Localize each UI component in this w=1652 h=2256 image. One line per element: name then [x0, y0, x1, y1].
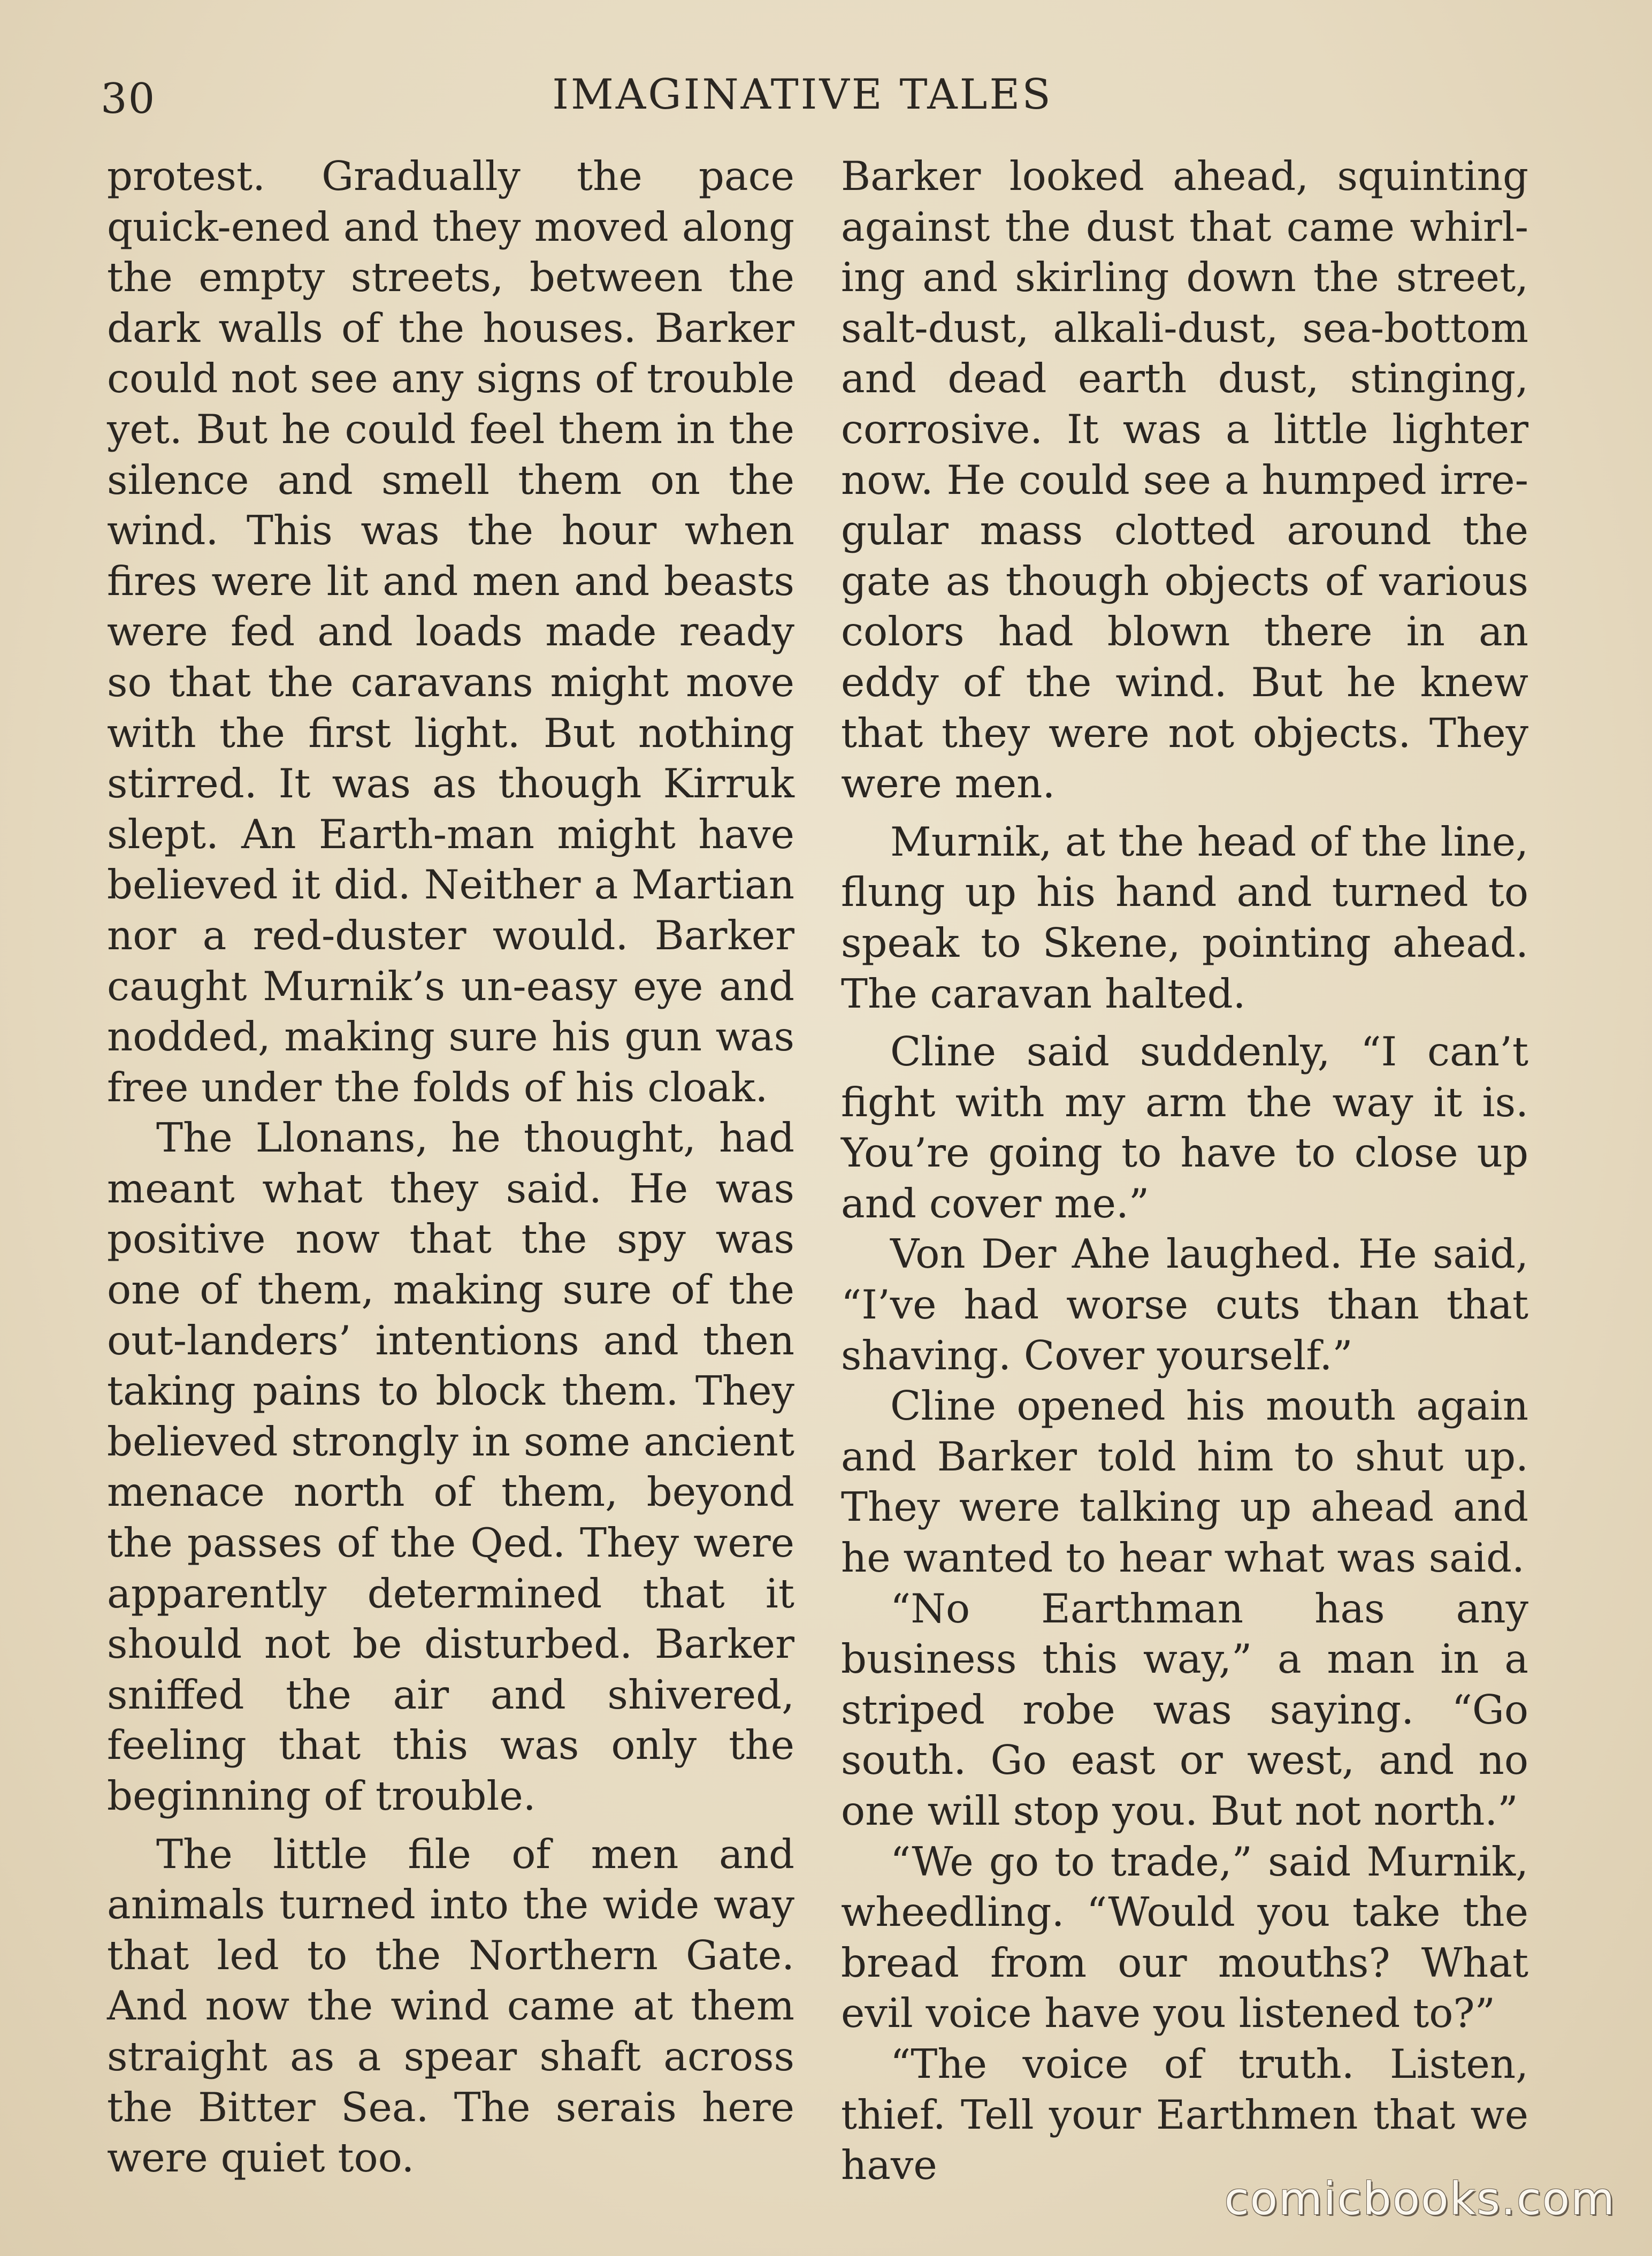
paragraph: “The voice of truth. Listen, thief. Tell your Earthmen that we have: [841, 2040, 1528, 2189]
paragraph: Von Der Ahe laughed. He said, “I’ve had worse cuts than that shaving. Cover yourself.”: [841, 1230, 1528, 1379]
paragraph: “We go to trade,” said Murnik, wheedling. “Would you take the bread from our mouths? What evil voice have you listened to?”: [841, 1838, 1528, 2037]
right-column: [841, 151, 1528, 2191]
paragraph: Murnik, at the head of the line, flung up his hand and turned to speak to Skene, pointing ahead. The caravan halted.: [841, 818, 1528, 1017]
page-number: 30: [101, 75, 156, 123]
left-column: [107, 151, 794, 2183]
running-title: IMAGINATIVE TALES: [552, 71, 1053, 119]
paragraph: Cline opened his mouth again and Barker told him to shut up. They were talking up ahead and he wanted to hear what was said.: [841, 1382, 1528, 1582]
paragraph: The Llonans, he thought, had meant what they said. He was positive now that the spy was one of them, making sure of the out-landers’ intentions and then taking pains to block them. They believed strongly in some ancient menace north of them, beyond the passes of the Qed. They were apparently determined that it should not be disturbed. Barker sniffed the air and shivered, feeling that this was only the beginning of trouble.: [107, 1114, 794, 1819]
paragraph: protest. Gradually the pace quick-ened and they moved along the empty streets, between the dark walls of the houses. Barker could not see any signs of trouble yet. But he could feel them in the silence and smell them on the wind. This was the hour when fires were lit and men and beasts were fed and loads made ready so that the caravans might move with the first light. But nothing stirred. It was as though Kirruk slept. An Earth-man might have believed it did. Neither a Martian nor a red-duster would. Barker caught Murnik’s un-easy eye and nodded, making sure his gun was free under the folds of his cloak.: [107, 153, 794, 1111]
site-watermark: comicbooks.com: [1224, 2173, 1616, 2225]
paragraph: Cline said suddenly, “I can’t fight with my arm the way it is. You’re going to have to close up and cover me.”: [841, 1028, 1528, 1227]
paragraph: “No Earthman has any business this way,” a man in a striped robe was saying. “Go south. Go east or west, and no one will stop you. But not north.”: [841, 1584, 1528, 1834]
paragraph: The little file of men and animals turned into the wide way that led to the Northern Gate. And now the wind came at them straight as a spear shaft across the Bitter Sea. The serais here were quiet too.: [107, 1830, 794, 2182]
paragraph: Barker looked ahead, squinting against the dust that came whirl-ing and skirling down the street, salt-dust, alkali-dust, sea-bottom and dead earth dust, stinging, corrosive. It was a little lighter now. He could see a humped irre-gular mass clotted around the gate as though objects of various colors had blown there in an eddy of the wind. But he knew that they were not objects. They were men.: [841, 153, 1528, 807]
